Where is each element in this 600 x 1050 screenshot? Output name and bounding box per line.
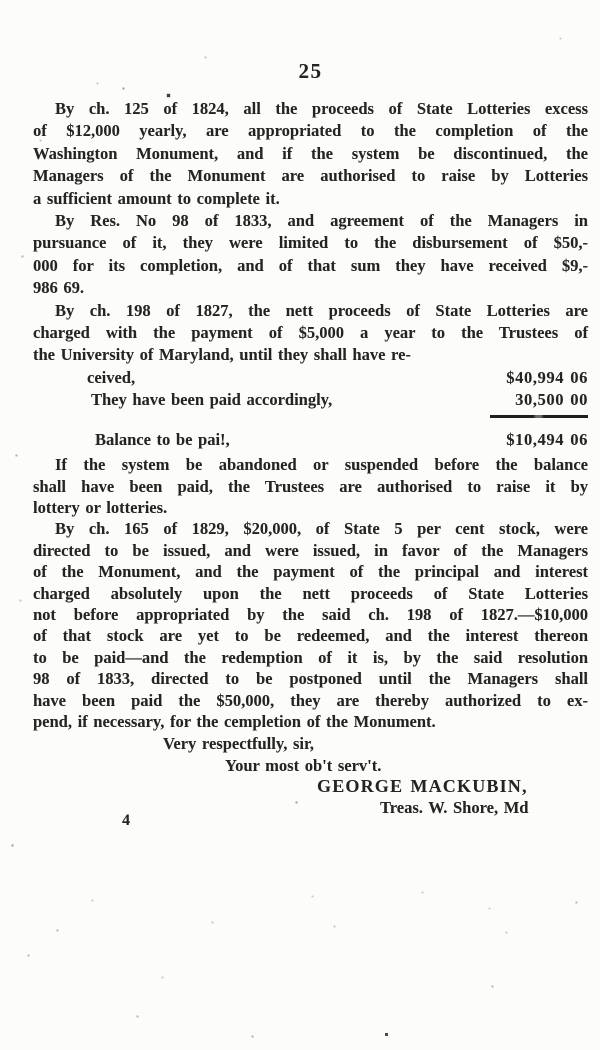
account-label: They have been paid accordingly, xyxy=(91,390,333,410)
text-line: directed to be issued, and were issued, in favor of the Managers xyxy=(33,540,588,560)
account-amount: 30,500 00 xyxy=(515,390,588,410)
text-line: shall have been paid, the Trustees are authorised to raise it by xyxy=(33,476,588,496)
text-line: Washington Monument, and if the system be discontinued, the xyxy=(33,143,588,163)
account-label: Balance to be pai!, xyxy=(95,429,230,449)
text-line: not before appropriated by the said ch. 198 of 1827.—$10,000 xyxy=(33,604,588,624)
account-label: ceived, xyxy=(87,367,136,387)
account-row xyxy=(33,367,588,389)
paragraph-block xyxy=(33,98,588,367)
text-line: 000 for its completion, and of that sum they have received $9,- xyxy=(33,255,588,275)
text-line: of $12,000 yearly, are appropriated to the completion of the xyxy=(33,121,588,141)
text-line: have been paid the $50,000, they are thereby authorized to ex- xyxy=(33,690,588,710)
text-line: By ch. 125 of 1824, all the proceeds of State Lotteries excess xyxy=(55,99,588,118)
text-line: By Res. No 98 of 1833, and agreement of the Managers in xyxy=(55,211,588,231)
signature-title: Treas. W. Shore, Md xyxy=(380,797,529,817)
text-line: By ch. 165 of 1829, $20,000, of State 5 per cent stock, were xyxy=(55,519,588,539)
text-line: of the Monument, and the payment of the principal and interest xyxy=(33,562,588,582)
signature-mark: 4 xyxy=(122,812,130,829)
text-line: charged with the payment of $5,000 a year to the Trustees of xyxy=(33,323,588,343)
paragraph-block xyxy=(33,454,588,732)
scan-noise-specks xyxy=(0,0,1,1)
account-amount: $10,494 06 xyxy=(506,429,588,449)
text-line: the University of Maryland, until they shall have re- xyxy=(33,345,411,365)
account-row xyxy=(33,389,588,411)
letter-body xyxy=(33,98,588,818)
text-line: By ch. 198 of 1827, the nett proceeds of State Lotteries are xyxy=(55,300,588,320)
balance-row xyxy=(33,429,588,451)
account-section xyxy=(33,367,588,412)
text-line: 98 of 1833, directed to be postponed until the Managers shall xyxy=(33,669,588,689)
page-number: 25 xyxy=(298,59,323,83)
text-line: pursuance of it, they were limited to the disbursement of $50,- xyxy=(33,233,588,253)
account-amount: $40,994 06 xyxy=(506,367,588,387)
closing-block xyxy=(33,733,588,818)
valediction-line: Your most ob't serv't. xyxy=(225,755,382,775)
valediction-line: Very respectfully, sir, xyxy=(163,734,314,754)
signature-name: GEORGE MACKUBIN, xyxy=(317,775,528,796)
text-line: 986 69. xyxy=(33,278,84,298)
text-line: lottery or lotteries. xyxy=(33,497,168,517)
text-line: charged absolutely upon the nett proceeds of State Lotteries xyxy=(33,583,588,603)
text-line: pend, if necessary, for the cempletion of the Monument. xyxy=(33,711,436,731)
text-line: If the system be abandoned or suspended before the balance xyxy=(55,455,588,475)
sum-rule xyxy=(490,415,588,418)
text-line: a sufficient amount to complete it. xyxy=(33,188,280,208)
text-line: Managers of the Monument are authorised to raise by Lotteries xyxy=(33,166,588,186)
text-line: to be paid—and the redemption of it is, by the said resolution xyxy=(33,647,588,667)
text-line: of that stock are yet to be redeemed, and the interest thereon xyxy=(33,626,588,646)
